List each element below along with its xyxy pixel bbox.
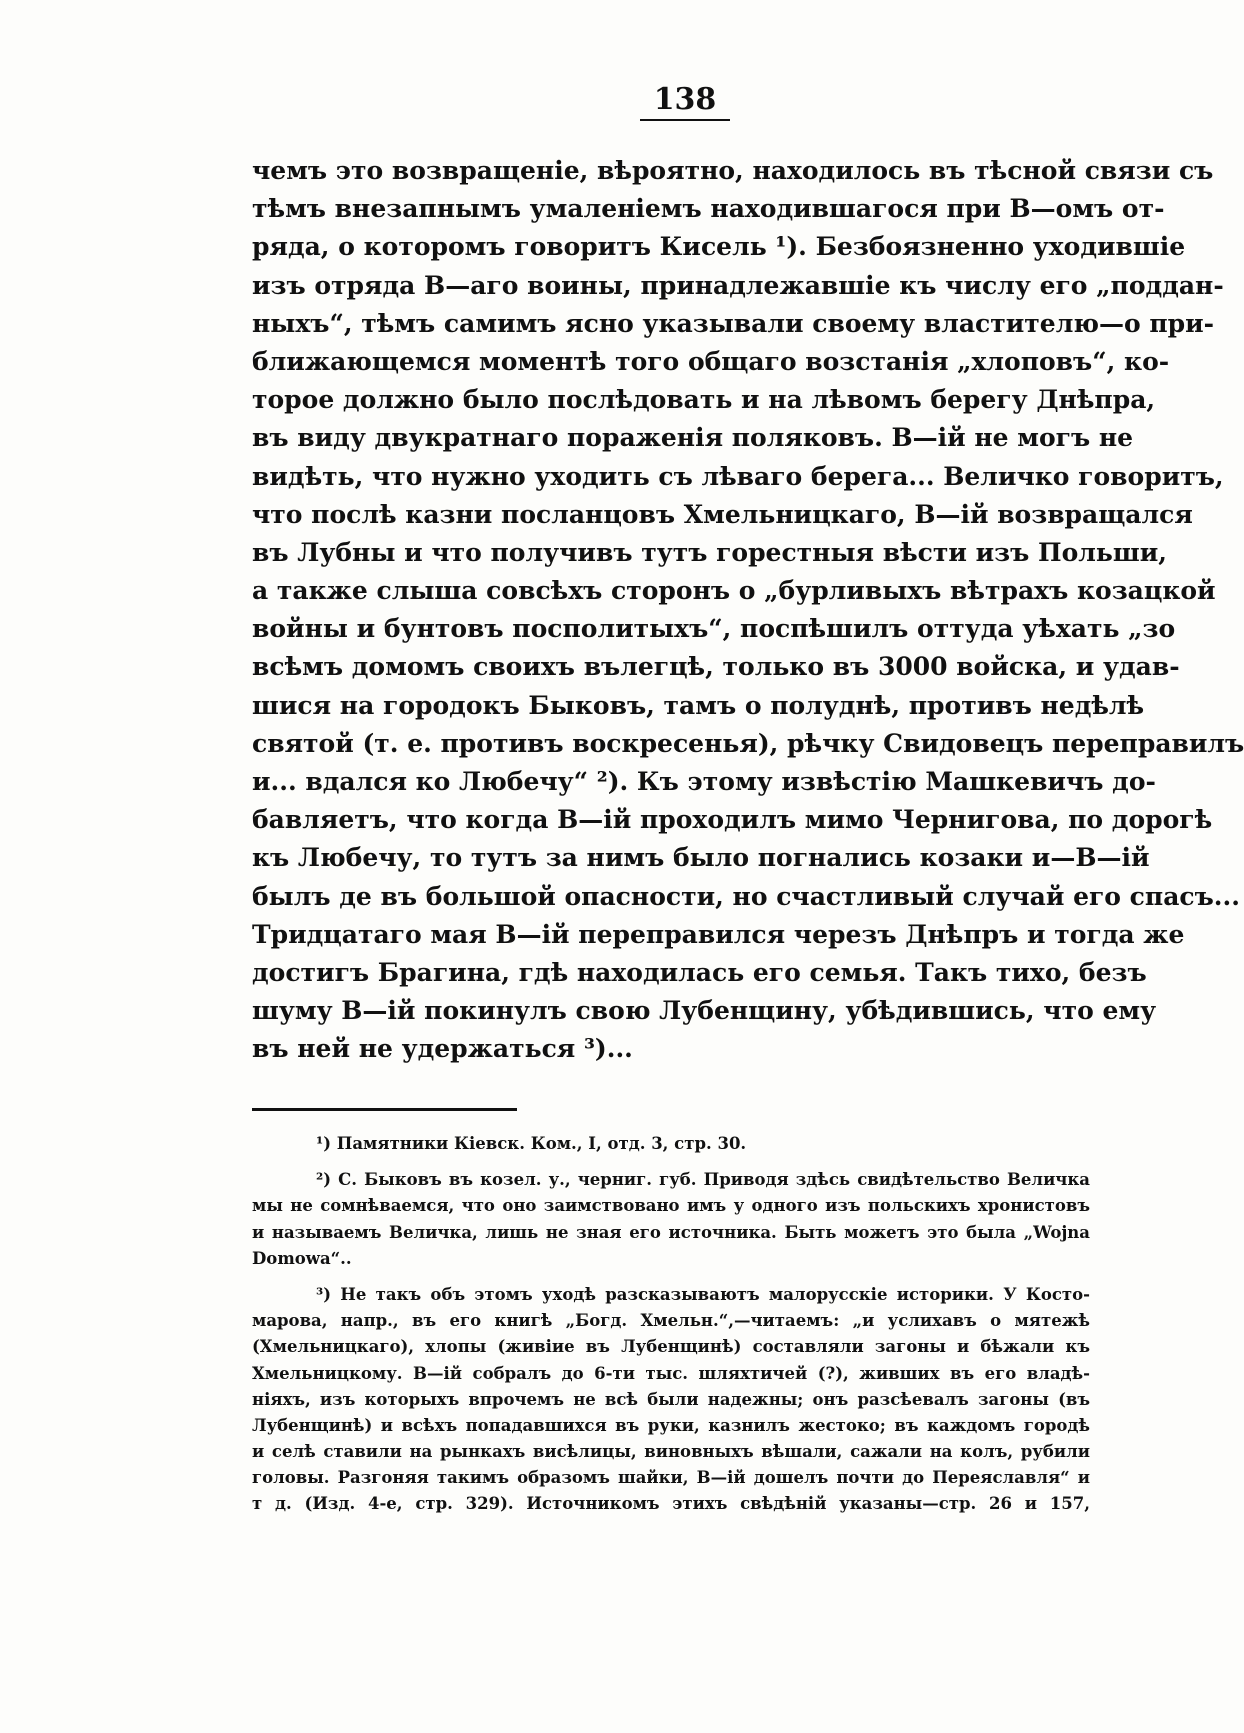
text-line: въ Лубны и что получивъ тутъ горестныя вѣсти изъ Польши,: [252, 537, 1167, 567]
footnote-divider: [252, 1108, 517, 1111]
footnote-line: марова, напр., въ его книгѣ „Богд. Хмельн.“,—читаемъ: „и услихавъ о мятежѣ: [252, 1311, 1090, 1331]
text-line: всѣмъ домомъ своихъ вълегцѣ, только въ 3000 войска, и удав-: [252, 652, 1180, 682]
footnote-1: [252, 1131, 1090, 1157]
footnote-line: головы. Разгоняя такимъ образомъ шайки, В—ій дошелъ почти до Переяславля“ и: [252, 1468, 1090, 1488]
footnote-line: Хмельницкому. В—ій собралъ до 6-ти тыс. шляхтичей (?), живших въ его владѣ-: [252, 1363, 1090, 1383]
text-line: былъ де въ большой опасности, но счастливый случай его спасъ...: [252, 881, 1240, 911]
text-line: чемъ это возвращеніе, вѣроятно, находилось въ тѣсной связи съ: [252, 156, 1214, 185]
main-text: [252, 152, 1244, 1069]
footnote-line: т д. (Изд. 4-е, стр. 329). Источникомъ этихъ свѣдѣній указаны—стр. 26 и 157,: [252, 1494, 1090, 1514]
footnote-line: ³) Не такъ объ этомъ уходѣ разсказываютъ малорусскіе историки. У Косто-: [316, 1284, 1090, 1304]
text-line: ныхъ“, тѣмъ самимъ ясно указывали своему властителю—о при-: [252, 308, 1215, 338]
footnote-line: Лубенщинѣ) и всѣхъ попадавшихся въ руки, казнилъ жестоко; въ каждомъ городѣ: [252, 1415, 1090, 1435]
footnote-line: ²) С. Быковъ въ козел. у., черниг. губ. Приводя здѣсь свидѣтельство Величка: [316, 1170, 1090, 1190]
footnotes: [252, 1131, 1090, 1528]
text-line: что послѣ казни посланцовъ Хмельницкаго, В—ій возвращался: [252, 499, 1193, 529]
footnote-line: и селѣ ставили на рынкахъ висѣлицы, виновныхъ вѣшали, сажали на колъ, рубили: [252, 1442, 1090, 1462]
text-line: въ ней не удержаться ³)...: [252, 1034, 633, 1064]
text-line: изъ отряда В—аго воины, принадлежавшіе къ числу его „поддан-: [252, 270, 1224, 300]
text-line: достигъ Брагина, гдѣ находилась его семья. Такъ тихо, безъ: [252, 957, 1147, 987]
text-line: шися на городокъ Быковъ, тамъ о полуднѣ, противъ недѣлѣ: [252, 690, 1145, 720]
text-line: въ виду двукратнаго пораженія поляковъ. В—ій не могъ не: [252, 423, 1134, 453]
text-line: торое должно было послѣдовать и на лѣвомъ берегу Днѣпра,: [252, 385, 1156, 415]
text-line: къ Любечу, то тутъ за нимъ было погнались козаки и—В—ій: [252, 843, 1150, 873]
footnote-line: ¹) Памятники Кіевск. Ком., I, отд. 3, стр. 30.: [316, 1134, 747, 1153]
text-line: а также слыша совсѣхъ сторонъ о „бурливыхъ вѣтрахъ козацкой: [252, 576, 1216, 606]
text-line: Тридцатаго мая В—ій переправился черезъ Днѣпръ и тогда же: [252, 919, 1185, 949]
page-number: 138: [640, 82, 730, 121]
footnote-line: мы не сомнѣваемся, что оно заимствовано имъ у одного изъ польскихъ хронистовъ: [252, 1196, 1090, 1216]
footnote-2: [252, 1167, 1090, 1272]
footnote-line: (Хмельницкаго), хлопы (живіие въ Лубенщинѣ) составляли загоны и бѣжали къ: [252, 1337, 1090, 1357]
text-line: тѣмъ внезапнымъ умаленіемъ находившагося при В—омъ от-: [252, 194, 1165, 224]
text-line: шуму В—ій покинулъ свою Лубенщину, убѣдившись, что ему: [252, 996, 1157, 1026]
text-line: и... вдался ко Любечу“ ²). Къ этому извѣстію Машкевичъ до-: [252, 767, 1156, 796]
text-line: бавляетъ, что когда В—ій проходилъ мимо Чернигова, по дорогѣ: [252, 805, 1213, 835]
text-line: святой (т. е. противъ воскресенья), рѣчку Свидовецъ переправилъ: [252, 728, 1244, 758]
footnote-line: и называемъ Величка, лишь не зная его источника. Быть можетъ это была „Wojna: [252, 1222, 1090, 1242]
footnote-3: [252, 1282, 1090, 1518]
footnote-line: Domowa“..: [252, 1248, 352, 1268]
text-line: ряда, о которомъ говоритъ Кисель ¹). Безбоязненно уходившіе: [252, 232, 1186, 262]
text-line: ближающемся моментѣ того общаго возстанія „хлоповъ“, ко-: [252, 346, 1170, 376]
text-line: войны и бунтовъ посполитыхъ“, поспѣшилъ оттуда уѣхать „зо: [252, 614, 1176, 644]
text-line: видѣть, что нужно уходить съ лѣваго берега... Величко говоритъ,: [252, 461, 1224, 491]
footnote-line: ніяхъ, изъ которыхъ впрочемъ не всѣ были надежны; онъ разсѣевалъ загоны (въ: [252, 1389, 1090, 1409]
